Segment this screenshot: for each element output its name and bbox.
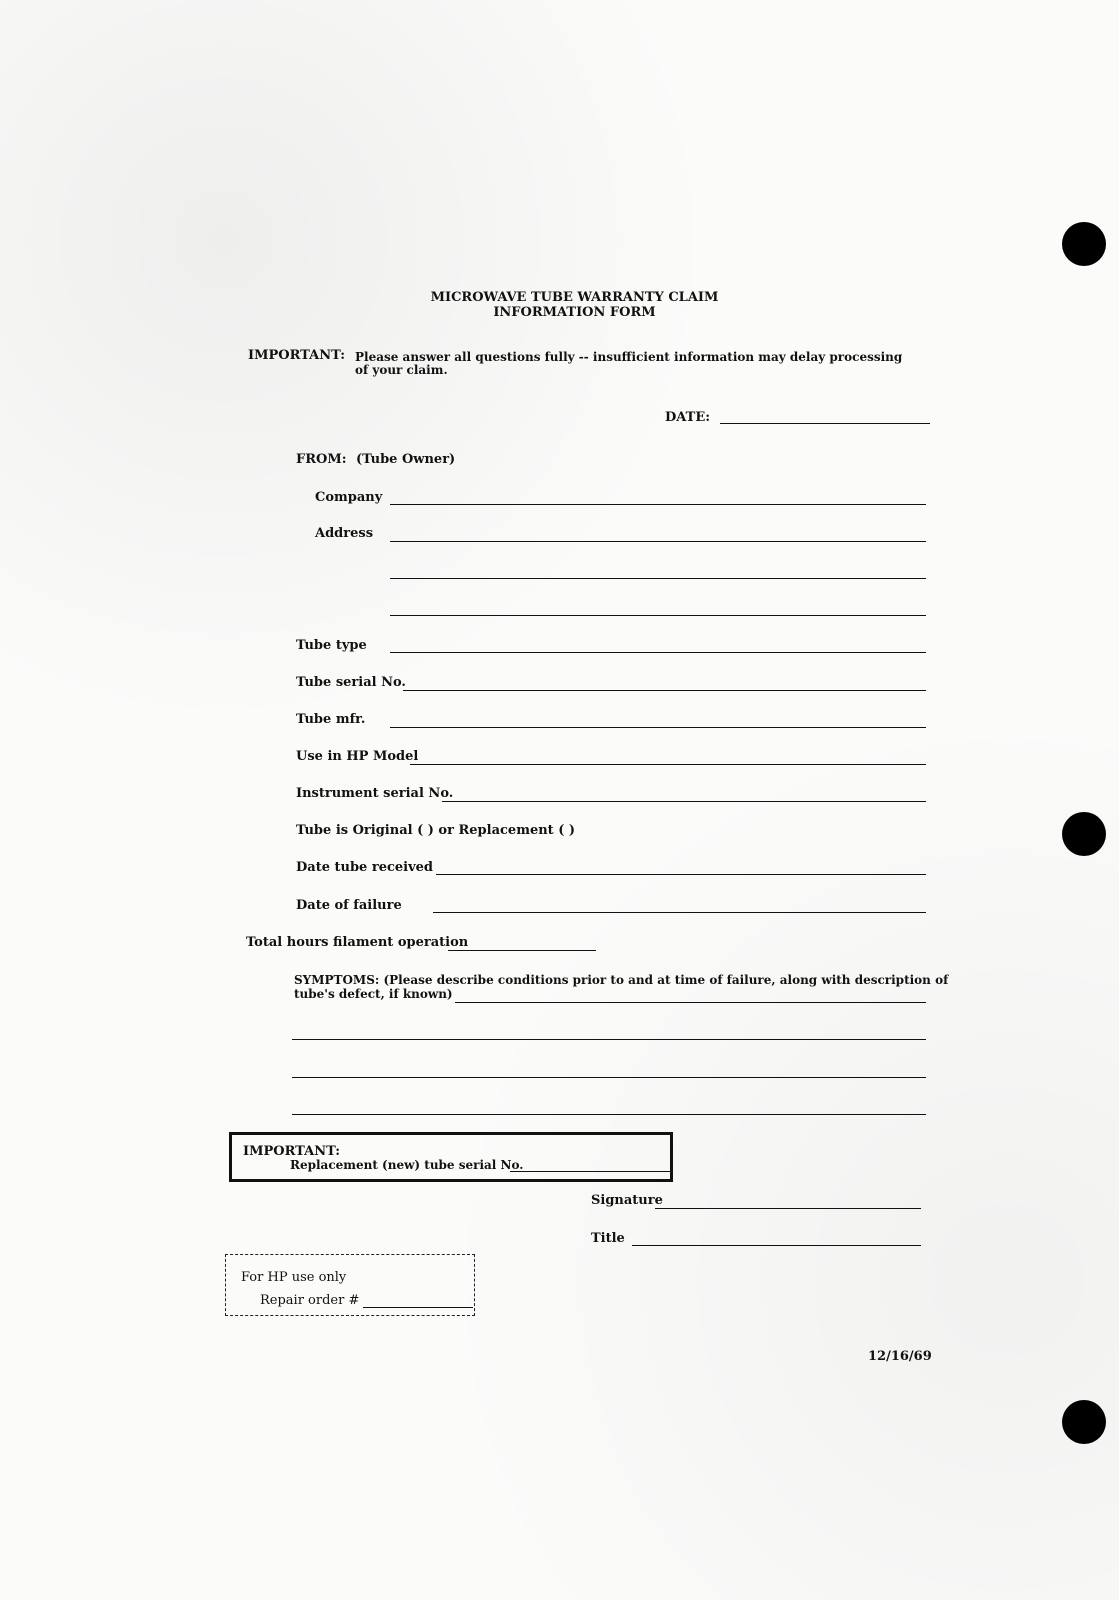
- symptoms-field-line4[interactable]: [292, 1114, 926, 1115]
- address-field-line3[interactable]: [390, 615, 926, 616]
- date-received-field[interactable]: [436, 874, 926, 875]
- address-field-line1[interactable]: [390, 541, 926, 542]
- hp-model-field[interactable]: [410, 764, 926, 765]
- binder-hole-middle: [1062, 812, 1106, 856]
- from-sublabel: (Tube Owner): [356, 452, 456, 467]
- company-field[interactable]: [390, 504, 926, 505]
- repair-order-field[interactable]: [363, 1307, 473, 1308]
- date-received-label: Date tube received: [296, 860, 434, 875]
- date-label: DATE:: [665, 410, 711, 425]
- signature-label: Signature: [591, 1193, 663, 1208]
- symptoms-field-line2[interactable]: [292, 1039, 926, 1040]
- tube-serial-field[interactable]: [403, 690, 926, 691]
- replacement-serial-box: [229, 1132, 673, 1182]
- title-field[interactable]: [632, 1245, 921, 1246]
- original-replacement-label[interactable]: Tube is Original ( ) or Replacement ( ): [296, 823, 576, 838]
- address-label: Address: [315, 526, 374, 541]
- symptoms-text-line2: tube's defect, if known): [294, 987, 453, 1001]
- binder-hole-bottom: [1062, 1400, 1106, 1444]
- replacement-serial-field[interactable]: [510, 1171, 670, 1172]
- replacement-important-label: IMPORTANT:: [243, 1144, 341, 1159]
- tube-mfr-field[interactable]: [390, 727, 926, 728]
- important-label: IMPORTANT:: [248, 348, 346, 363]
- form-title-line1: MICROWAVE TUBE WARRANTY CLAIM: [430, 290, 719, 305]
- tube-type-field[interactable]: [390, 652, 926, 653]
- symptoms-field-line3[interactable]: [292, 1077, 926, 1078]
- address-field-line2[interactable]: [390, 578, 926, 579]
- tube-type-label: Tube type: [296, 638, 367, 653]
- date-field[interactable]: [720, 423, 930, 424]
- symptoms-field-line1[interactable]: [455, 1002, 926, 1003]
- total-hours-label: Total hours filament operation: [246, 935, 469, 950]
- date-failure-field[interactable]: [433, 912, 926, 913]
- total-hours-field[interactable]: [448, 950, 596, 951]
- instrument-serial-field[interactable]: [442, 801, 926, 802]
- repair-order-label: Repair order #: [260, 1293, 360, 1308]
- tube-serial-label: Tube serial No.: [296, 675, 406, 690]
- important-text-line1: Please answer all questions fully -- insufficient information may delay processing: [355, 350, 903, 364]
- signature-field[interactable]: [655, 1208, 921, 1209]
- binder-hole-top: [1062, 222, 1106, 266]
- important-text-line2: of your claim.: [355, 363, 448, 377]
- date-failure-label: Date of failure: [296, 898, 402, 913]
- hp-model-label: Use in HP Model: [296, 749, 419, 764]
- hp-use-heading: For HP use only: [241, 1270, 347, 1285]
- instrument-serial-label: Instrument serial No.: [296, 786, 454, 801]
- tube-mfr-label: Tube mfr.: [296, 712, 366, 727]
- from-label: FROM:: [296, 452, 347, 467]
- replacement-serial-label: Replacement (new) tube serial No.: [290, 1158, 524, 1172]
- company-label: Company: [315, 490, 383, 505]
- title-field-label: Title: [591, 1231, 625, 1246]
- symptoms-text-line1: SYMPTOMS: (Please describe conditions prior to and at time of failure, along with description of: [294, 973, 949, 987]
- form-title-line2: INFORMATION FORM: [493, 305, 656, 320]
- hp-use-only-box: [225, 1254, 475, 1316]
- form-revision-date: 12/16/69: [868, 1349, 932, 1364]
